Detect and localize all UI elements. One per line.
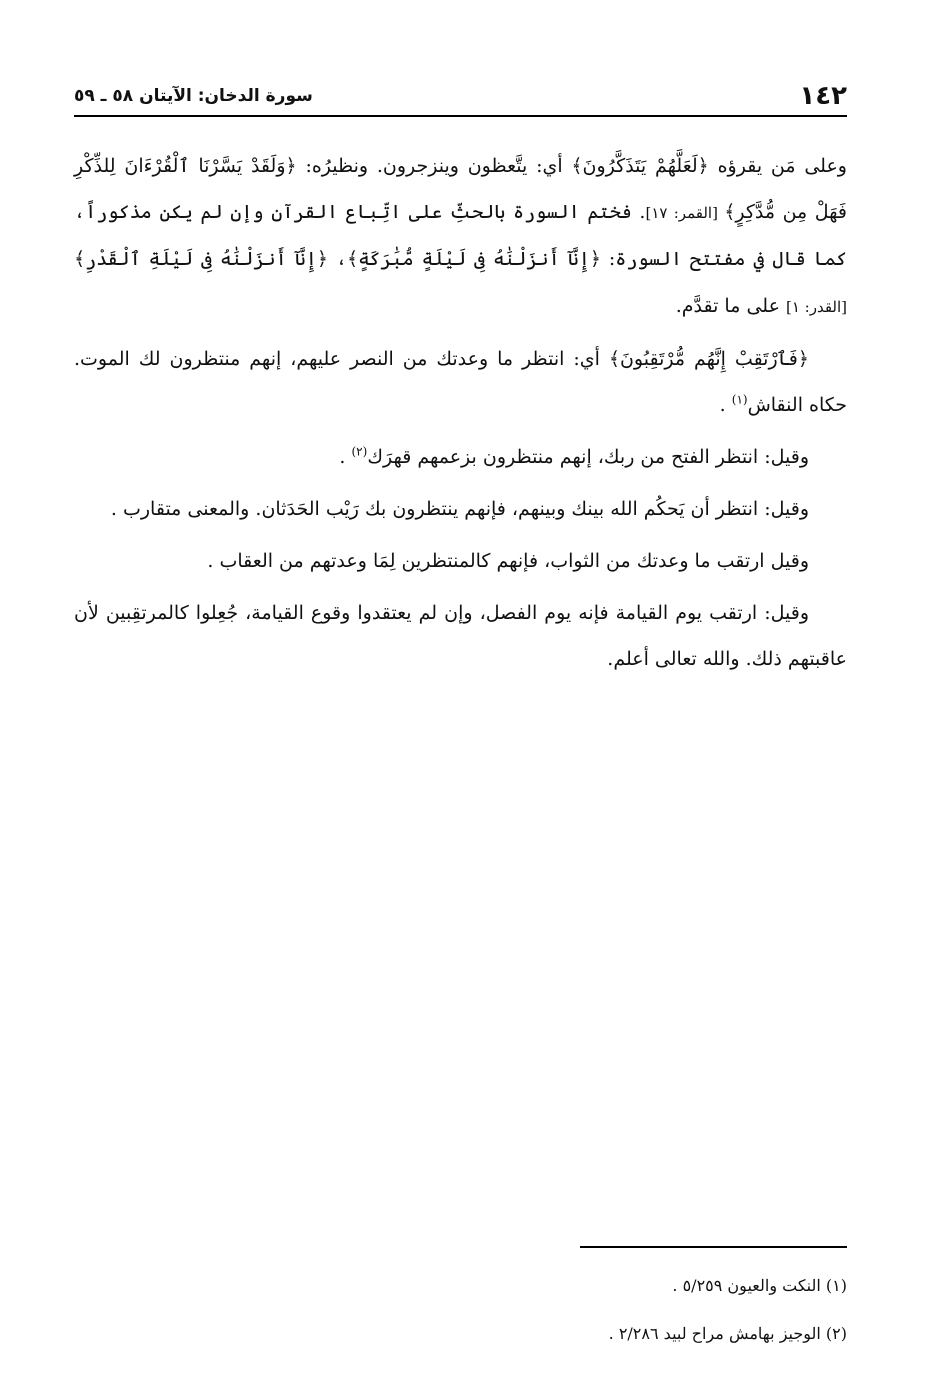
- text-span: .: [719, 394, 732, 416]
- running-title: سورة الدخان: الآيتان ٥٨ ـ ٥٩: [74, 86, 313, 106]
- text-span: .: [339, 446, 352, 468]
- paragraph-1: [74, 143, 847, 330]
- footnote-marker[interactable]: (٢): [351, 444, 368, 459]
- page-header: [74, 78, 847, 114]
- text-span: وعلى مَن يقرؤه: [708, 155, 847, 177]
- text-span: . فختم السورة بالحثِّ على اتِّباع القرآن وإن لم يكن مذكوراً، كما قال في مفتتح السورة:: [74, 201, 847, 270]
- paragraph-6: وقيل: ارتقب يوم القيامة فإنه يوم الفصل، وإن لم يعتقدوا وقوع القيامة، جُعِلوا كالمرتقِبين لأن عاقبتهم ذلك. والله تعالى أعلم.: [74, 602, 847, 670]
- footnote-2: (٢) الوجيز بهامش مراح لبيد ٢/٢٨٦ .: [608, 1324, 847, 1343]
- text-span: ،: [328, 248, 347, 270]
- quran-quote: ﴿إِنَّآ أَنزَلْنَٰهُ فِى لَيْلَةِ ٱلْقَدْرِ﴾: [74, 248, 329, 270]
- paragraph-2: [74, 336, 847, 428]
- quran-quote: ﴿وَلَقَدْ يَسَّرْنَا ٱلْقُرْءَانَ لِلذِّكْرِ فَهَلْ مِن مُّدَّكِرٍ﴾: [74, 155, 848, 223]
- footnotes: [74, 1262, 847, 1358]
- page-number: ١٤٢: [799, 81, 847, 111]
- verse-reference: [القدر: ١]: [785, 298, 847, 316]
- text-span: وقيل: انتظر الفتح من ربك، إنهم منتظرون بزعمهم قهرَك: [367, 446, 809, 468]
- text-span: أي: يتَّعظون وينزجرون. ونظيرُه:: [296, 155, 572, 177]
- header-rule: [74, 115, 847, 117]
- quran-quote: ﴿إِنَّآ أَنزَلْنَٰهُ فِى لَيْلَةٍ مُّبَٰرَكَةٍ﴾: [347, 248, 602, 270]
- footnote-1: (١) النكت والعيون ٥/٢٥٩ .: [672, 1276, 847, 1295]
- text-span: على ما تقدَّم.: [675, 295, 786, 317]
- quran-quote: ﴿لَعَلَّهُمْ يَتَذَكَّرُونَ﴾: [571, 155, 709, 177]
- main-text: [74, 143, 847, 688]
- verse-reference: [القمر: ١٧]: [645, 204, 725, 222]
- paragraph-5: وقيل ارتقب ما وعدتك من الثواب، فإنهم كالمنتظرين لِمَا وعدتهم من العقاب .: [207, 550, 809, 572]
- footnote-marker[interactable]: (١): [731, 392, 748, 407]
- text-span: أي: انتظر ما وعدتك من النصر عليهم، إنهم منتظرون لك الموت. حكاه النقاش: [74, 348, 847, 416]
- footnote-rule: [580, 1246, 847, 1248]
- paragraph-3: [74, 434, 847, 480]
- quran-quote: ﴿فَٱرْتَقِبْ إِنَّهُم مُّرْتَقِبُونَ﴾: [608, 348, 809, 370]
- paragraph-4: وقيل: انتظر أن يَحكُم الله بينك وبينهم، فإنهم ينتظرون بك رَيْب الحَدَثان. والمعنى متقارب .: [110, 498, 809, 520]
